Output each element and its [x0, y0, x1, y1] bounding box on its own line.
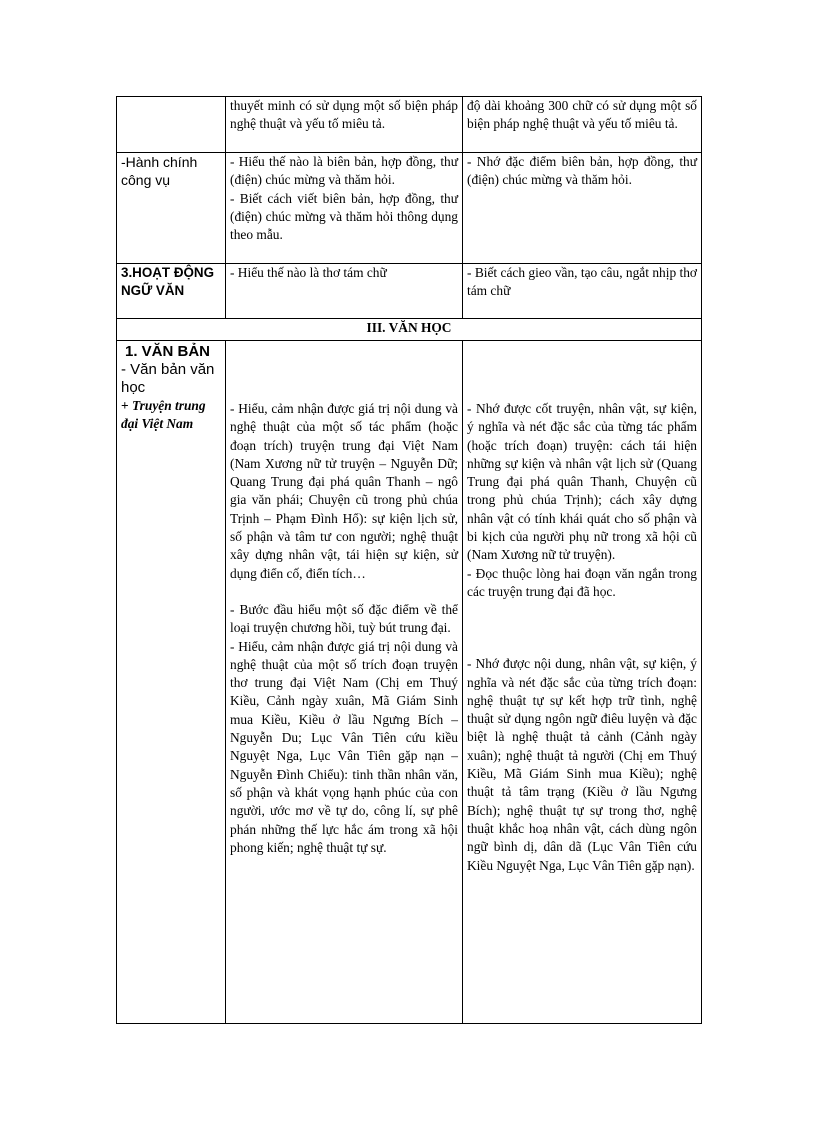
item-label: [121, 397, 221, 433]
table-row: [117, 341, 702, 1024]
paragraph: - Hiểu thế nào là biên bản, hợp đồng, thư (điện) chúc mừng và thăm hỏi.: [230, 154, 458, 188]
section-heading: 3.HOẠT ĐỘNG NGỮ VĂN: [117, 264, 226, 319]
cell-knowledge: thuyết minh có sử dụng một số biện pháp nghệ thuật và yếu tố miêu tả.: [226, 97, 463, 153]
cell-skills: - Nhớ đặc điểm biên bản, hợp đồng, thư (điện) chúc mừng và thăm hỏi.: [463, 153, 702, 264]
section-heading: 1. VĂN BẢN: [125, 343, 211, 360]
cell-skills: - Biết cách gieo vần, tạo câu, ngắt nhịp thơ tám chữ: [463, 264, 702, 319]
cell-skills: [463, 341, 702, 1024]
table-row: [117, 264, 702, 319]
curriculum-table: [116, 96, 702, 1024]
paragraph: - Nhớ được cốt truyện, nhân vật, sự kiện, ý nghĩa và nét đặc sắc của từng tác phẩm (hoặc trích đoạn) truyện: cách tái hiện những sự kiện và nhân vật lịch sử (Quang Trung đại phá quân Thanh, Chuyện cũ trong phủ chúa Trịnh); cách xây dựng nhân vật có tính khái quát cho số phận và bi kịch của người phụ nữ trong xã hội cũ (Nam Xương nữ tử truyện).: [467, 401, 697, 563]
cell-knowledge: [226, 341, 463, 1024]
cell-skills: độ dài khoảng 300 chữ có sử dụng một số biện pháp nghệ thuật và yếu tố miêu tả.: [463, 97, 702, 153]
cell-knowledge: [226, 153, 463, 264]
cell-topic: [117, 341, 226, 1024]
cell-knowledge: - Hiểu thế nào là thơ tám chữ: [226, 264, 463, 319]
table-row: [117, 319, 702, 341]
paragraph: - Biết cách viết biên bản, hợp đồng, thư (điện) chúc mừng và thăm hỏi thông dụng theo mẫu.: [230, 190, 458, 243]
genre-label: Truyện trung đại Việt Nam: [121, 398, 206, 431]
subheading: - Văn bản văn học: [121, 361, 215, 396]
paragraph: - Nhớ được nội dung, nhân vật, sự kiện, ý nghĩa và nét đặc sắc của từng trích đoạn: nghệ thuật tự sự kết hợp trữ tình, nghệ thuật sử dụng ngôn ngữ điêu luyện và đặc biệt là nghệ thuật tả cảnh (Cảnh ngày xuân); nghệ thuật tả người (Chị em Thuý Kiều, Mã Giám Sinh mua Kiều); nghệ thuật tả tâm trạng (Kiều ở lầu Ngưng Bích); nghệ thuật tự sự trong thơ, nghệ thuật khắc hoạ nhân vật, cách dùng ngôn ngữ bình dị, dân dã (Lục Vân Tiên cứu Kiều Nguyệt Nga, Lục Vân Tiên gặp nạn).: [467, 656, 697, 873]
cell-topic: -Hành chính công vụ: [117, 153, 226, 264]
cell-topic: [117, 97, 226, 153]
paragraph: - Hiểu, cảm nhận được giá trị nội dung và nghệ thuật của một số tác phẩm (hoặc đoạn trích) truyện trung đại Việt Nam (Nam Xương nữ tử truyện – Nguyễn Dữ; Quang Trung đại phá quân Thanh – ngô gia văn phái; Chuyện cũ trong phủ chúa Trịnh – Phạm Đình Hổ): sự kiện lịch sử, số phận và tâm tư con người; nghệ thuật xây dựng nhân vật, tái hiện sự kiện, sử dụng điển cố, điển tích…: [230, 401, 458, 581]
table-row: [117, 153, 702, 264]
table-row: [117, 97, 702, 153]
section-banner: III. VĂN HỌC: [117, 319, 702, 341]
paragraph: - Hiểu, cảm nhận được giá trị nội dung và nghệ thuật của một số trích đoạn truyện thơ trung đại Việt Nam (Chị em Thuý Kiều, Cảnh ngày xuân, Mã Giám Sinh mua Kiều, Kiều ở lầu Ngưng Bích – Nguyễn Du; Lục Vân Tiên cứu kiều Nguyệt Nga, Lục Vân Tiên gặp nạn – Nguyễn Đình Chiểu): tinh thần nhân văn, số phận và khát vọng hạnh phúc của con người, ước mơ về tự do, công lí, sự phê phán những thế lực hắc ám trong xã hội phong kiến; nghệ thuật tự sự.: [230, 638, 458, 855]
paragraph: - Đọc thuộc lòng hai đoạn văn ngắn trong các truyện trung đại đã học.: [467, 565, 697, 599]
bullet-plus: +: [121, 398, 129, 413]
paragraph: - Bước đầu hiểu một số đặc điểm về thể loại truyện chương hồi, tuỳ bút trung đại.: [230, 601, 458, 636]
